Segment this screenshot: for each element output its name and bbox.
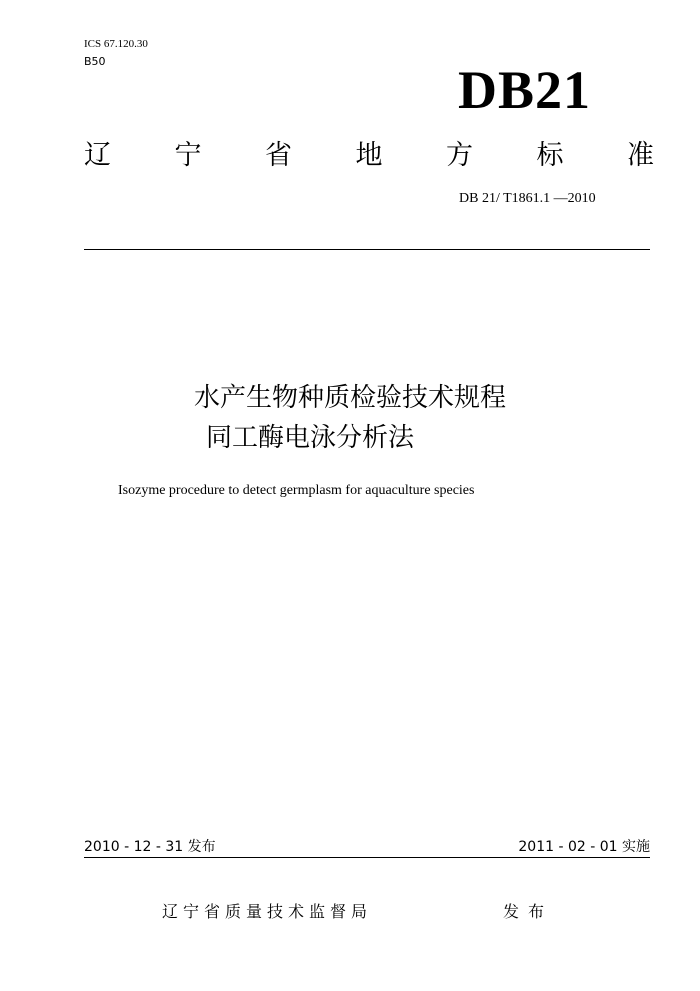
implement-date: 2011 - 02 - 01 实施 bbox=[518, 839, 650, 855]
standard-type-title bbox=[84, 136, 654, 176]
standard-type-char: 宁 bbox=[174, 140, 202, 171]
header-divider bbox=[84, 249, 650, 250]
standard-type-char: 标 bbox=[536, 140, 564, 171]
document-title-line1: 水产生物种质检验技术规程 bbox=[193, 383, 506, 413]
footer-divider bbox=[84, 857, 650, 858]
standard-type-char: 辽 bbox=[84, 140, 111, 171]
document-title-line2: 同工酶电泳分析法 bbox=[205, 423, 414, 453]
english-title: Isozyme procedure to detect germplasm for aquaculture species bbox=[118, 483, 475, 498]
issue-label: 发布 bbox=[503, 902, 554, 921]
classification-code: B50 bbox=[84, 55, 106, 68]
issuing-authority: 辽宁省质量技术监督局 bbox=[162, 902, 373, 921]
standard-code: DB 21/ T1861.1 —2010 bbox=[459, 191, 596, 206]
publish-date: 2010 - 12 - 31 发布 bbox=[84, 839, 216, 855]
db21-logo: DB21 bbox=[458, 60, 592, 120]
standard-type-char: 省 bbox=[265, 140, 292, 171]
standard-type-char: 准 bbox=[627, 140, 654, 171]
ics-code: ICS 67.120.30 bbox=[84, 38, 148, 50]
standard-type-char: 地 bbox=[355, 140, 383, 171]
standard-type-char: 方 bbox=[446, 140, 473, 171]
